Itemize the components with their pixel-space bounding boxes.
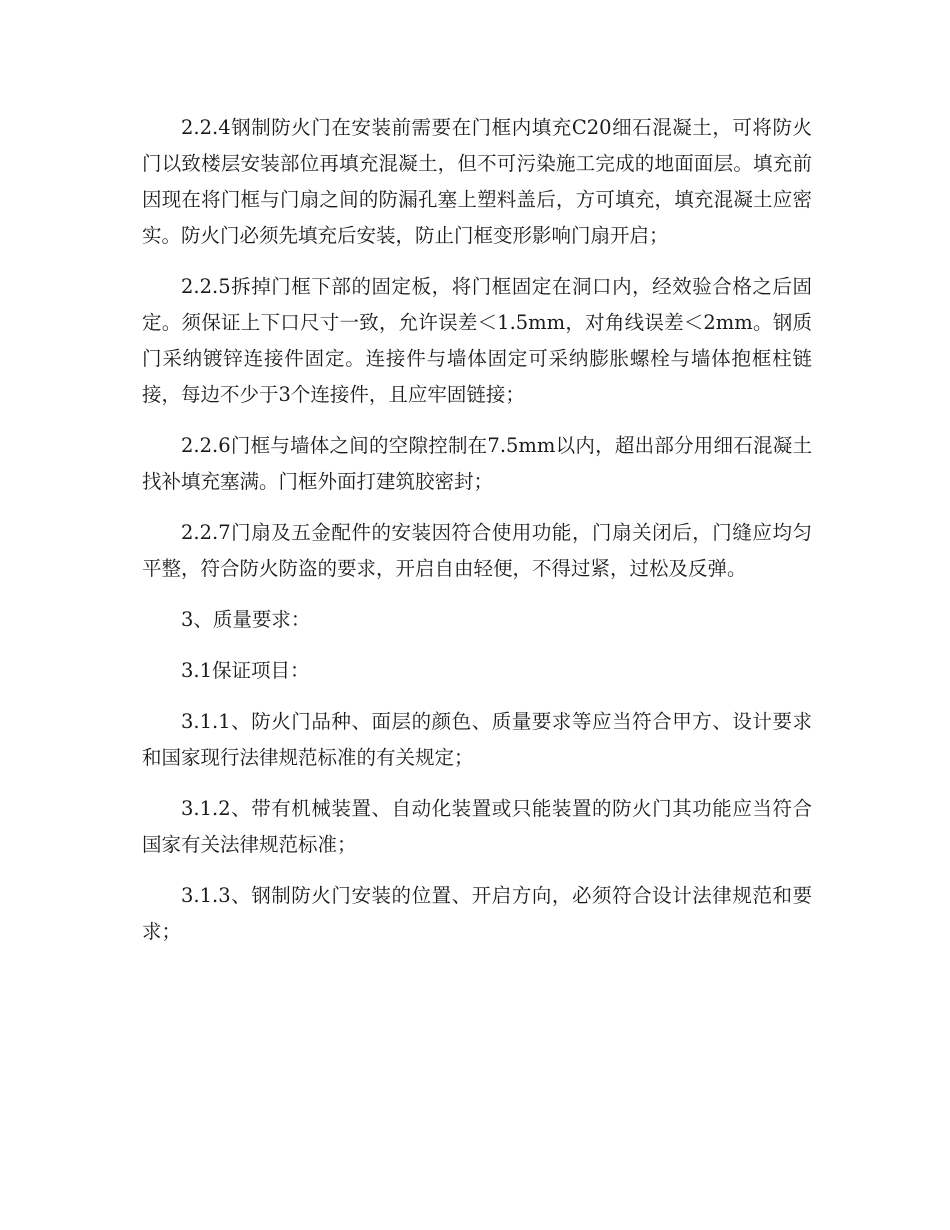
paragraph-3-1-1: 3.1.1、防火门品种、面层的颜色、质量要求等应当符合甲方、设计要求和国家现行法律规范标准的有关规定； xyxy=(142,710,812,769)
subsection-heading-guarantee: 3.1保证项目： xyxy=(181,659,310,682)
paragraph-2-2-6: 2.2.6门框与墙体之间的空隙控制在7.5mm以内，超出部分用细石混凝土找补填充塞满。门框外面打建筑胶密封； xyxy=(142,434,812,493)
document-body xyxy=(142,110,812,965)
paragraph-2-2-5: 2.2.5拆掉门框下部的固定板，将门框固定在洞口内，经效验合格之后固定。须保证上下口尺寸一致，允许误差＜1.5mm，对角线误差＜2mm。钢质门采纳镀锌连接件固定。连接件与墙体固定可采纳膨胀螺栓与墙体抱框柱链接，每边不少于3个连接件，且应牢固链接； xyxy=(142,275,812,406)
paragraph-2-2-4: 2.2.4钢制防火门在安装前需要在门框内填充C20细石混凝土，可将防火门以致楼层安装部位再填充混凝土，但不可污染施工完成的地面面层。填充前因现在将门框与门扇之间的防漏孔塞上塑料盖后，方可填充，填充混凝土应密实。防火门必须先填充后安装，防止门框变形影响门扇开启； xyxy=(142,116,812,247)
paragraph-3-1-2: 3.1.2、带有机械装置、自动化装置或只能装置的防火门其功能应当符合国家有关法律规范标准； xyxy=(142,797,812,856)
paragraph-2-2-7: 2.2.7门扇及五金配件的安装因符合使用功能，门扇关闭后，门缝应均匀平整，符合防火防盗的要求，开启自由轻便，不得过紧，过松及反弹。 xyxy=(142,521,812,580)
paragraph-3-1-3: 3.1.3、钢制防火门安装的位置、开启方向，必须符合设计法律规范和要求； xyxy=(142,884,812,943)
section-heading-quality: 3、质量要求： xyxy=(181,608,311,631)
